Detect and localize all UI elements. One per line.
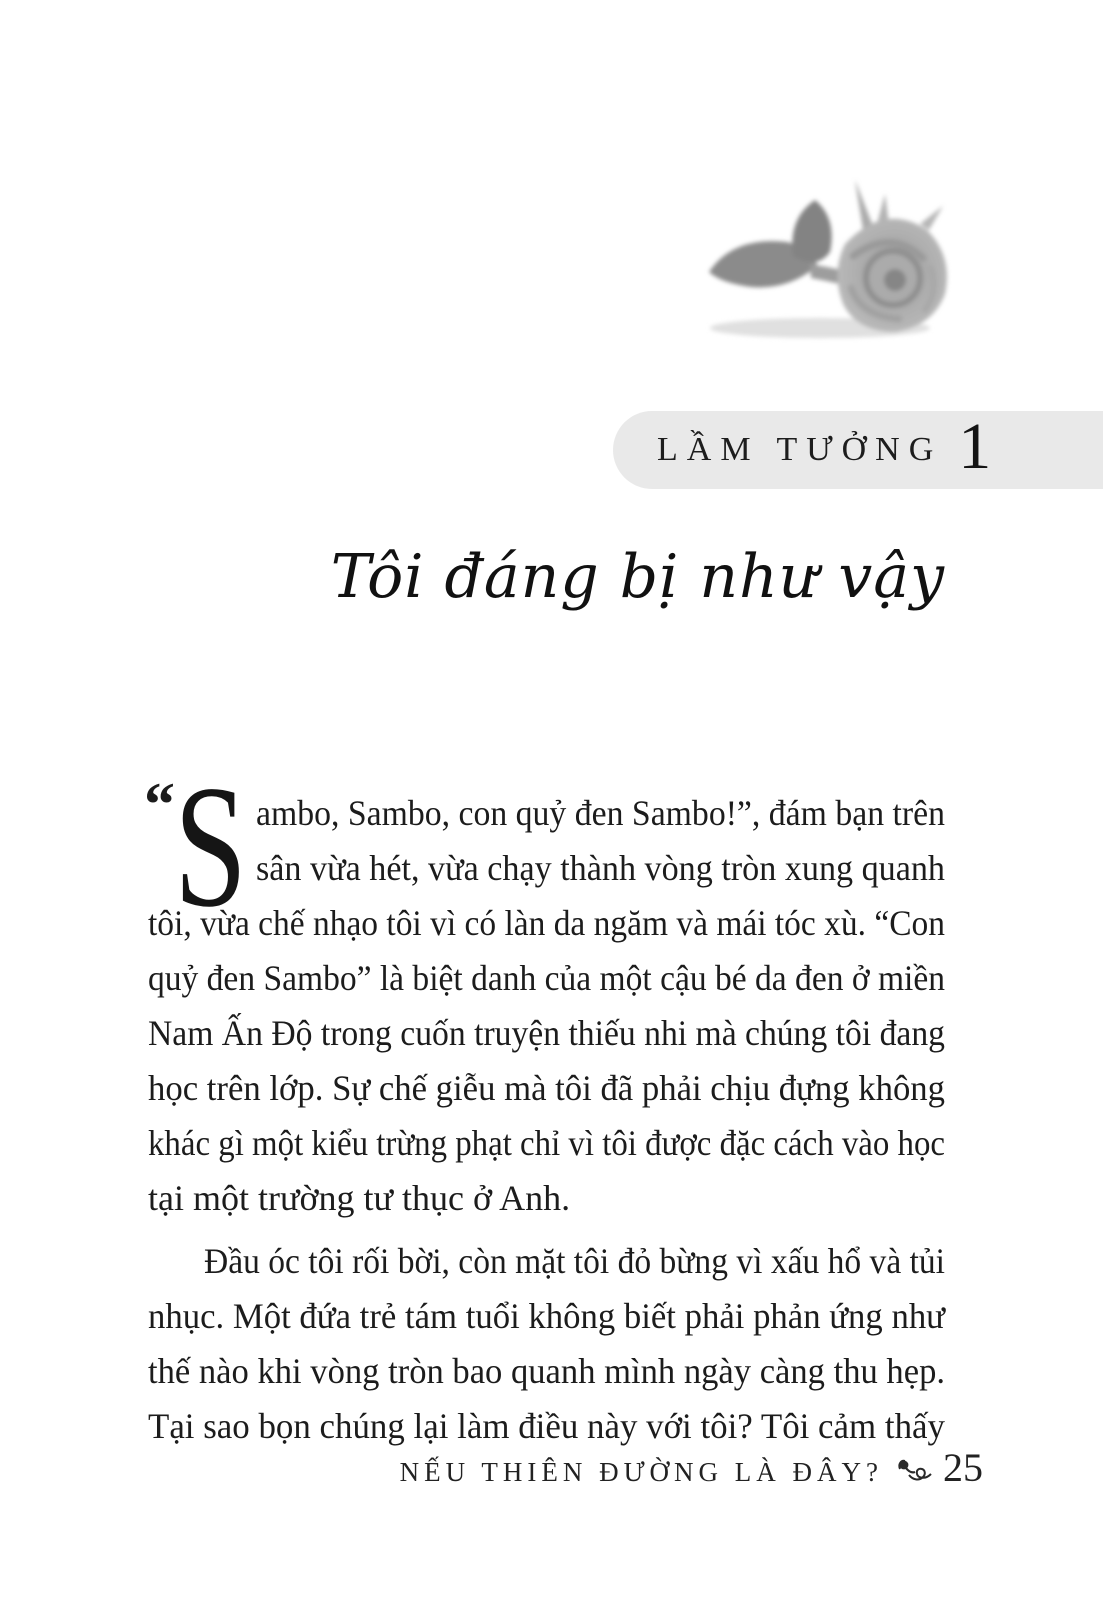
open-quote: “	[144, 771, 169, 839]
drop-cap-group	[144, 749, 256, 943]
text-line: Nam Ấn Độ trong cuốn truyện thiếu nhi mà chúng tôi đang	[148, 1013, 945, 1053]
paragraph-2	[148, 1234, 945, 1454]
rose-icon	[695, 172, 955, 344]
chapter-title: Tôi đáng bị như vậy	[330, 542, 945, 612]
drop-cap: S	[174, 749, 247, 943]
body-text	[144, 749, 945, 1454]
text-line: ambo, Sambo, con quỷ đen Sambo!”, đám bạn trên	[256, 793, 945, 833]
text-line: nhục. Một đứa trẻ tám tuổi không biết phải phản ứng như	[148, 1296, 945, 1336]
text-line: quỷ đen Sambo” là biệt danh của một cậu bé da đen ở miền	[148, 958, 945, 998]
chapter-band	[613, 411, 1103, 489]
paragraph-1	[144, 749, 945, 1226]
chapter-number: 1	[958, 410, 992, 483]
text-line: tôi, vừa chế nhạo tôi vì có làn da ngăm và mái tóc xù. “Con	[148, 903, 945, 943]
text-line: thế nào khi vòng tròn bao quanh mình ngày càng thu hẹp.	[148, 1351, 945, 1391]
chapter-band-label: LẦM TƯỞNG	[657, 431, 943, 468]
footer-book-title: NẾU THIÊN ĐƯỜNG LÀ ĐÂY?	[399, 1457, 883, 1487]
rose-image	[695, 172, 955, 344]
text-line: học trên lớp. Sự chế giễu mà tôi đã phải chịu đựng không	[148, 1068, 945, 1108]
text-line: Tại sao bọn chúng lại làm điều này với tôi? Tôi cảm thấy	[148, 1406, 945, 1446]
page-footer	[399, 1445, 983, 1490]
text-line: Đầu óc tôi rối bời, còn mặt tôi đỏ bừng vì xấu hổ và tủi	[204, 1241, 945, 1281]
text-line: sân vừa hét, vừa chạy thành vòng tròn xung quanh	[256, 848, 945, 888]
text-line: tại một trường tư thục ở Anh.	[148, 1178, 571, 1218]
page-number: 25	[943, 1445, 983, 1490]
text-line: khác gì một kiểu trừng phạt chỉ vì tôi được đặc cách vào học	[148, 1123, 945, 1163]
fleuron-icon	[897, 1457, 933, 1488]
